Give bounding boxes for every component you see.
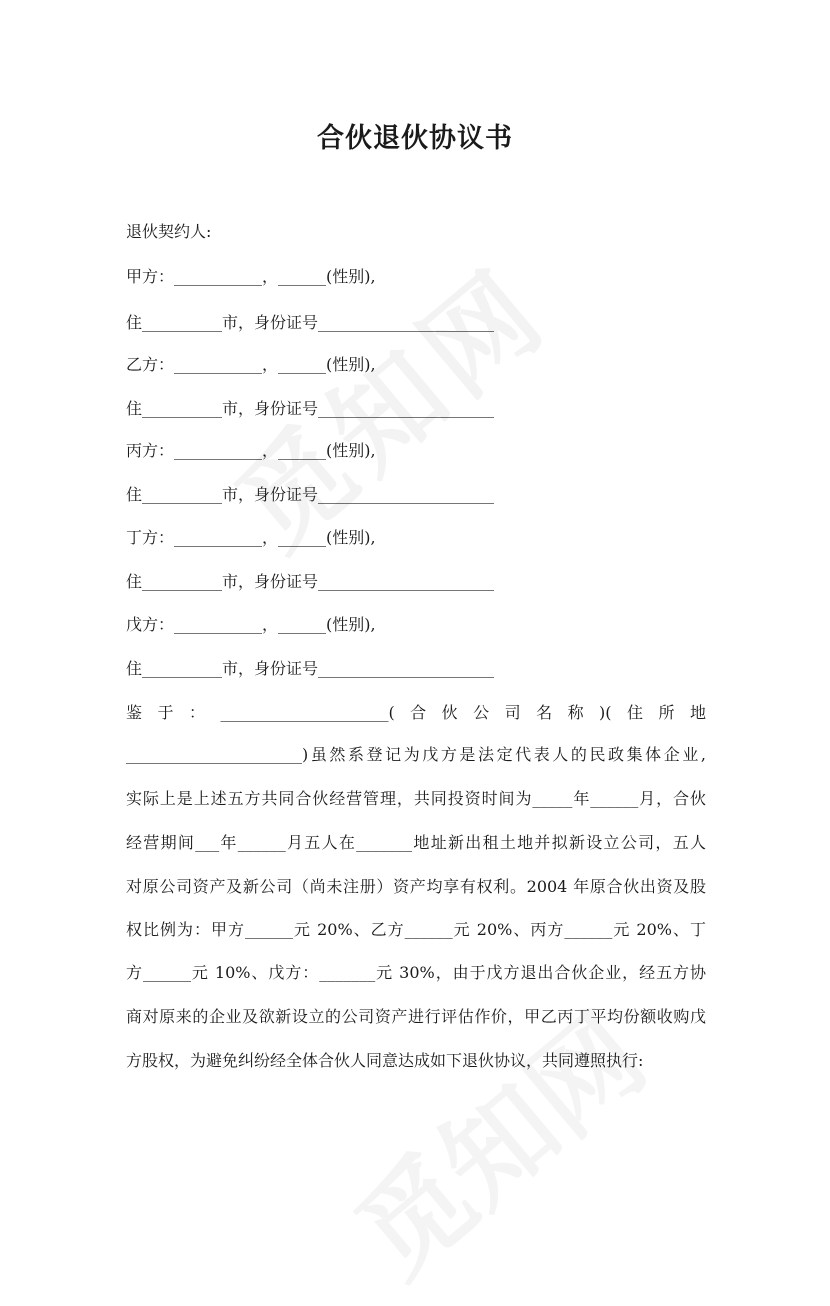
- recital-line: 方股权，为避免纠纷经全体合伙人同意达成如下退伙协议，共同遵照执行:: [126, 1051, 644, 1070]
- recital-line: 商对原来的企业及欲新设立的公司资产进行评估作价，甲乙丙丁平均份额收购戊: [126, 1007, 706, 1026]
- recital-line: 实际上是上述五方共同合伙经营管理，共同投资时间为_____年______月，合伙: [126, 789, 706, 808]
- party-a-line: 甲方：___________，______(性别),: [126, 267, 376, 286]
- party-e-line: 戊方：___________，______(性别),: [126, 615, 376, 634]
- party-d-address: 住__________市，身份证号______________________: [126, 572, 495, 591]
- document-title: 合伙退伙协议书: [317, 123, 513, 154]
- party-a-address: 住__________市，身份证号______________________: [126, 313, 495, 332]
- recital-line: ______________________)虽然系登记为戊方是法定代表人的民政集体企业,: [126, 745, 706, 764]
- recital-line: 方______元 10%、戊方：_______元 30%，由于戊方退出合伙企业，经五方协: [126, 963, 706, 982]
- recital-line: 鉴于：_____________________(合伙公司名称)(住所地: [126, 703, 706, 722]
- party-b-line: 乙方：___________，______(性别),: [126, 355, 376, 374]
- parties-heading: 退伙契约人:: [126, 222, 212, 241]
- party-c-address: 住__________市，身份证号______________________: [126, 485, 495, 504]
- party-e-address: 住__________市，身份证号______________________: [126, 659, 495, 678]
- recital-line: 对原公司资产及新公司（尚未注册）资产均享有权利。2004 年原合伙出资及股: [126, 877, 706, 896]
- party-c-line: 丙方：___________，______(性别),: [126, 441, 376, 460]
- recital-line: 权比例为：甲方______元 20%、乙方______元 20%、丙方______元 20%、丁: [126, 920, 706, 939]
- recital-line: 经营期间___年______月五人在_______地址新出租土地并拟新设立公司，五人: [126, 833, 706, 852]
- party-d-line: 丁方：___________，______(性别),: [126, 528, 376, 547]
- party-b-address: 住__________市，身份证号______________________: [126, 399, 495, 418]
